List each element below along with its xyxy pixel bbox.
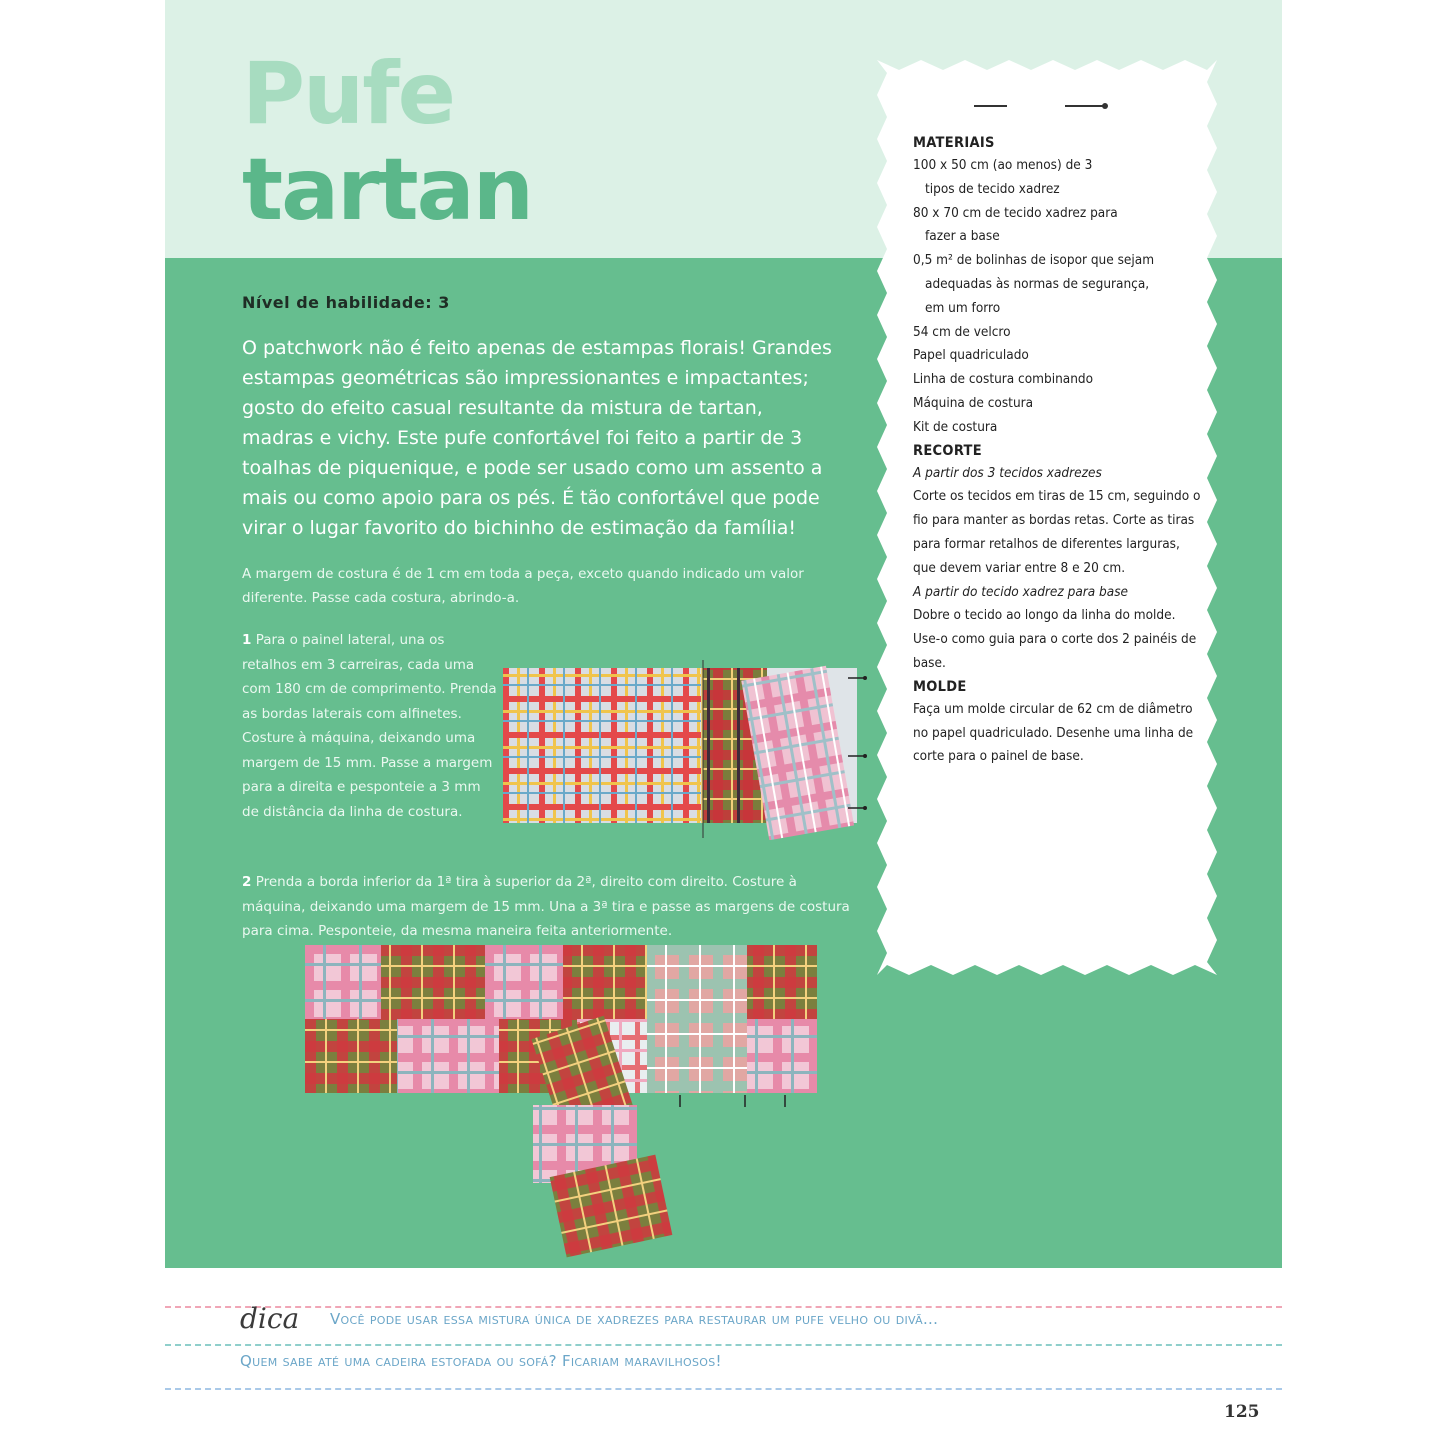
- tip-line-1: Você pode usar essa mistura única de xadrezes para restaurar um pufe velho ou divã...: [330, 1310, 939, 1328]
- step-1: [242, 628, 497, 824]
- cut-text-1: Corte os tecidos em tiras de 15 cm, seguindo o fio para manter as bordas retas. Corte as tiras para formar retalhos de diferentes larguras, que devem variar entre 8 e 20 cm.: [913, 488, 1201, 576]
- materials-item: 54 cm de velcro: [913, 323, 1011, 340]
- step-2-text: Prenda a borda inferior da 1ª tira à superior da 2ª, direito com direito. Costure à máquina, deixando uma margem de 15 mm. Una a 3ª tira e passe as margens de costura para cima. Pesponteie, da mesma maneira feita anteriormente.: [242, 874, 850, 939]
- step-2-number: 2: [242, 874, 252, 890]
- materials-item: Linha de costura combinando: [913, 371, 1094, 388]
- materials-heading: MATERIAIS: [913, 135, 995, 151]
- tip-label: dica: [240, 1302, 300, 1335]
- seam-note: A margem de costura é de 1 cm em toda a peça, exceto quando indicado um valor diferente. Passe cada costura, abrindo-a.: [242, 566, 804, 606]
- title-line-2: tartan: [242, 140, 532, 240]
- page-number: 125: [1224, 1402, 1260, 1422]
- materials-item: Papel quadriculado: [913, 347, 1029, 364]
- materials-item: em um forro: [925, 299, 1001, 316]
- materials-item: adequadas às normas de segurança,: [925, 275, 1150, 292]
- tip-divider-bottom: [165, 1388, 1282, 1390]
- title-line-1: Pufe: [242, 44, 454, 144]
- illustration-step-2: [305, 945, 825, 1260]
- materials-list: [913, 154, 1203, 440]
- materials-item: Máquina de costura: [913, 394, 1034, 411]
- step-1-text: Para o painel lateral, una os retalhos em 3 carreiras, cada uma com 180 cm de comprimento. Prenda as bordas laterais com alfinetes. Costure à máquina, deixando uma margem de 15 mm. Passe a margem para a direita e pesponteie a 3 mm de distância da linha de costura.: [242, 632, 497, 820]
- template-heading: MOLDE: [913, 678, 967, 695]
- materials-card: [877, 60, 1217, 975]
- materials-item: fazer a base: [925, 228, 1000, 245]
- materials-item: 0,5 m² de bolinhas de isopor que sejam: [913, 252, 1155, 269]
- cut-text-2: Dobre o tecido ao longo da linha do molde. Use-o como guia para o corte dos 2 painéis de base.: [913, 607, 1197, 671]
- illustration-step-1: [503, 660, 868, 840]
- step-1-number: 1: [242, 632, 252, 648]
- materials-item: Kit de costura: [913, 418, 998, 435]
- intro-paragraph: O patchwork não é feito apenas de estampas florais! Grandes estampas geométricas são impressionantes e impactantes; gosto do efeito casual resultante da mistura de tartan, madras e vichy. Este pufe confortável foi feito a partir de 3 toalhas de piquenique, e pode ser usado como um assento a mais ou como apoio para os pés. É tão confortável que pode virar o lugar favorito do bichinho de estimação da família!: [242, 337, 832, 539]
- skill-level: Nível de habilidade: 3: [242, 293, 450, 312]
- materials-text: [913, 132, 1203, 769]
- materials-item: 100 x 50 cm (ao menos) de 3: [913, 157, 1093, 173]
- cut-subheading-1: A partir dos 3 tecidos xadrezes: [913, 464, 1102, 481]
- page: [165, 0, 1282, 1450]
- tip-line-2: Quem sabe até uma cadeira estofada ou sofá? Ficariam maravilhosos!: [240, 1352, 722, 1370]
- cut-subheading-2: A partir do tecido xadrez para base: [913, 583, 1129, 600]
- template-text: Faça um molde circular de 62 cm de diâmetro no papel quadriculado. Desenhe uma linha de corte para o painel de base.: [913, 700, 1194, 765]
- tip-divider-top: [165, 1306, 1282, 1308]
- step-2: [242, 870, 862, 944]
- cut-heading: RECORTE: [913, 442, 982, 459]
- materials-item: 80 x 70 cm de tecido xadrez para: [913, 204, 1118, 221]
- tip-divider-middle: [165, 1344, 1282, 1346]
- materials-item: tipos de tecido xadrez: [925, 180, 1060, 197]
